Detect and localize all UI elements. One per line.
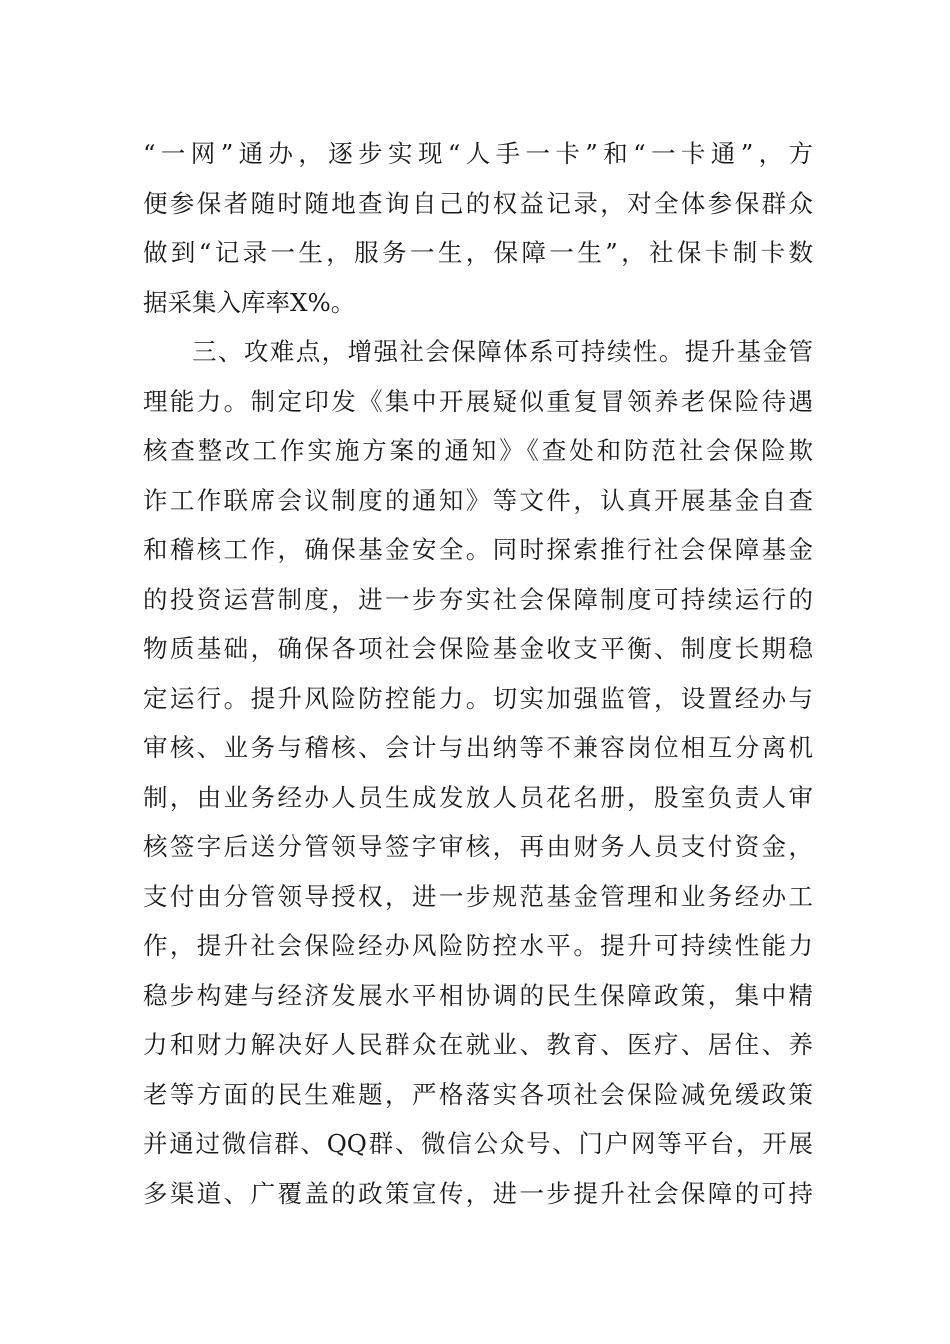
text-line: 老等方面的民生难题，严格落实各项社会保险减免缓政策 [143, 1079, 813, 1109]
text-line: 核查整改工作实施方案的通知》《查处和防范社会保险欺 [143, 436, 813, 465]
text-line: 和稽核工作，确保基金安全。同时探索推行社会保障基金 [143, 535, 813, 564]
text-line: 做到“记录一生，服务一生，保障一生”，社保卡制卡数 [143, 238, 813, 267]
text-line: “一网”通办，逐步实现“人手一卡”和“一卡通”，方 [143, 139, 813, 168]
text-line: 并通过微信群、QQ群、微信公众号、门户网等平台，开展 [143, 1129, 813, 1158]
text-line: 物质基础，确保各项社会保险基金收支平衡、制度长期稳 [143, 634, 813, 663]
text-line: 的投资运营制度，进一步夯实社会保障制度可持续运行的 [143, 584, 813, 614]
text-line: 便参保者随时随地查询自己的权益记录，对全体参保群众 [143, 188, 813, 218]
text-line: 作，提升社会保险经办风险防控水平。提升可持续性能力 [143, 931, 813, 960]
text-line: 理能力。制定印发《集中开展疑似重复冒领养老保险待遇 [143, 386, 813, 416]
text-line: 审核、业务与稽核、会计与出纳等不兼容岗位相互分离机 [143, 733, 813, 762]
body-text [143, 129, 813, 1218]
text-line: 定运行。提升风险防控能力。切实加强监管，设置经办与 [143, 683, 813, 713]
text-line: 稳步构建与经济发展水平相协调的民生保障政策，集中精 [143, 980, 813, 1010]
text-line: 制，由业务经办人员生成发放人员花名册，股室负责人审 [143, 782, 813, 812]
text-line: 力和财力解决好人民群众在就业、教育、医疗、居住、养 [143, 1030, 813, 1059]
text-line: 据采集入库率X%。 [143, 287, 356, 317]
text-line: 支付由分管领导授权，进一步规范基金管理和业务经办工 [143, 881, 813, 911]
text-line: 诈工作联席会议制度的通知》等文件，认真开展基金自查 [143, 485, 813, 515]
text-line: 核签字后送分管领导签字审核，再由财务人员支付资金， [143, 832, 813, 861]
text-line: 多渠道、广覆盖的政策宣传，进一步提升社会保障的可持 [143, 1178, 813, 1208]
section-heading-line: 三、攻难点，增强社会保障体系可持续性。提升基金管 [192, 337, 813, 366]
